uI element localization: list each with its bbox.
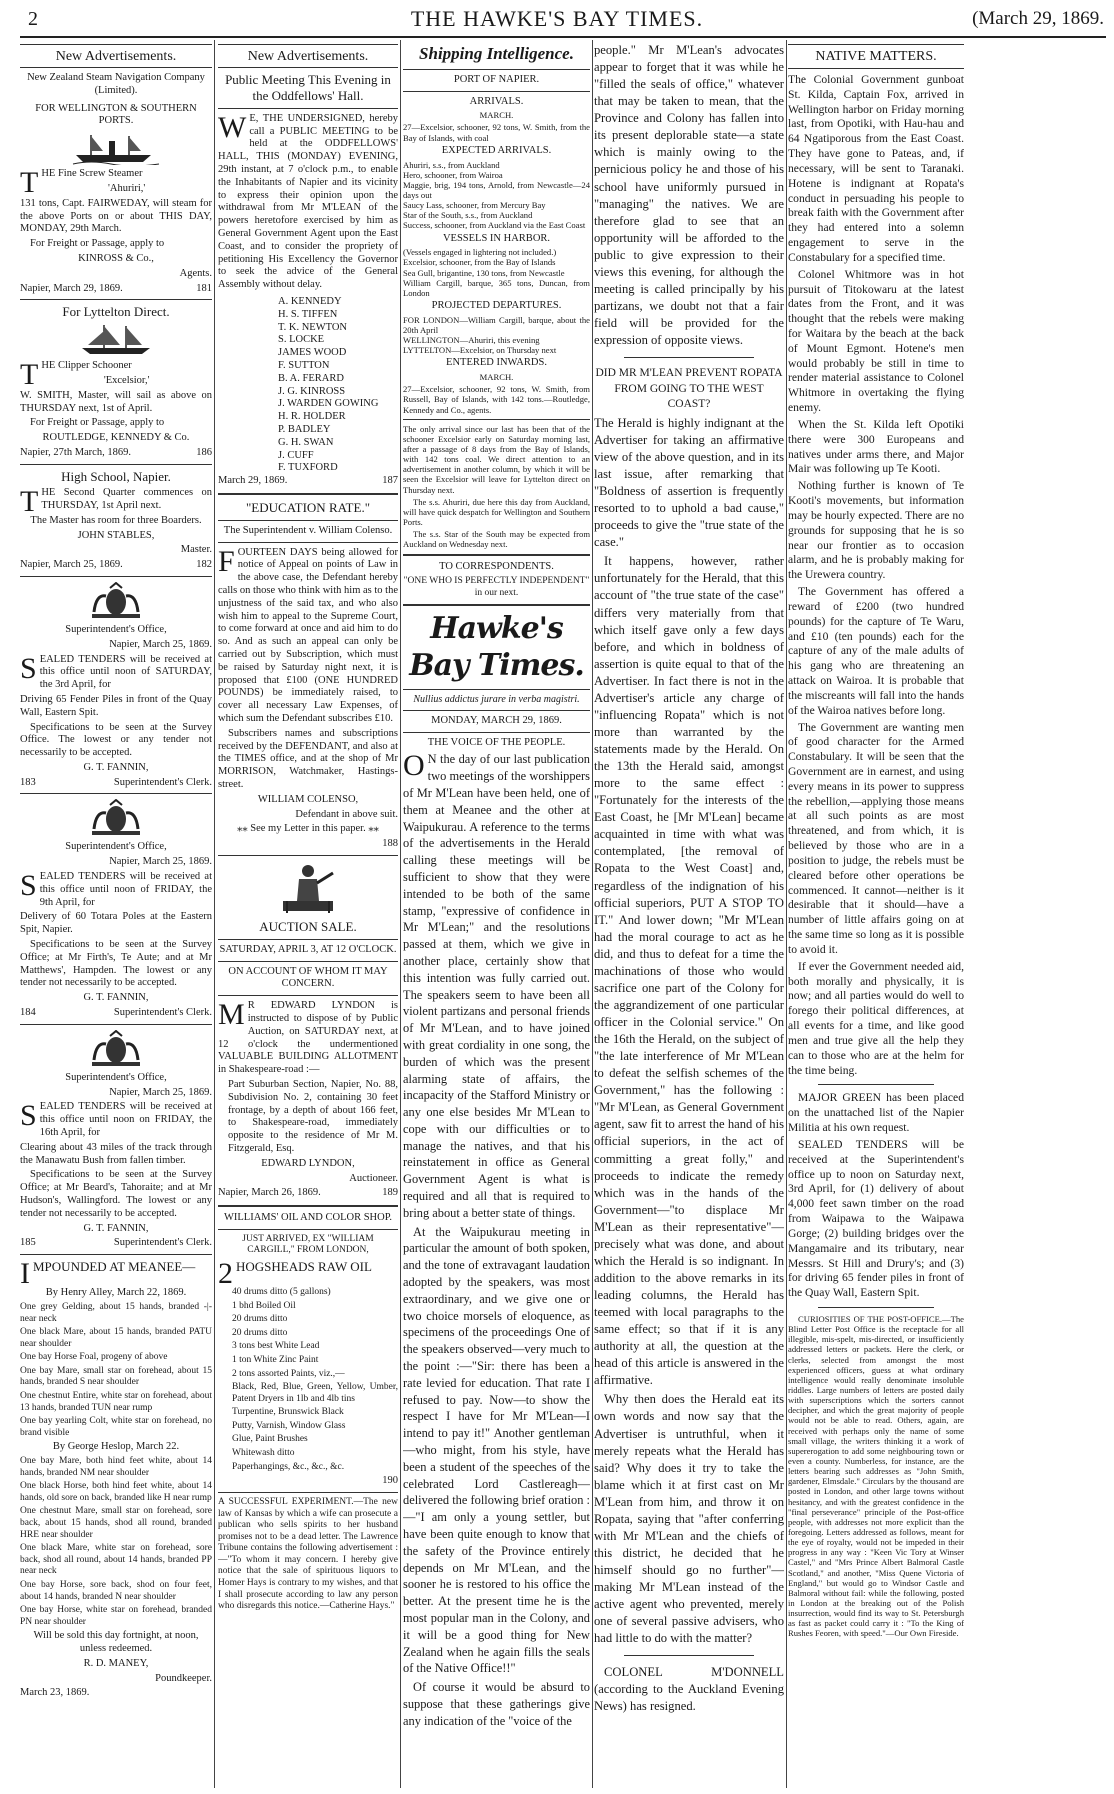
list-item: JAMES WOOD [278, 347, 347, 359]
article-text: Colonel Whitmore was in hot pursuit of Titokowaru at the latest dates from the Front, and it was thought that the rebels were making for Waitara by the beach at the back of Mount Egmont. Hotene's men would probably be still in time to render material assistance to Colonel Whitmore in overtaking the flying enemy. [788, 267, 964, 415]
royal-crest-icon [20, 581, 212, 621]
shipping-entry: (Vessels engaged in lightering not included.) Excelsior, schooner, from the Bay of Islands Sea Gull, brigantine, 130 tons, from Newcastle William Cargill, barque, 365 tons, Duncan, from London [403, 247, 590, 298]
list-item: 2 tons assorted Paints, viz.,— [232, 1368, 345, 1379]
ad-heading: FOR WELLINGTON & SOUTHERN PORTS. [35, 102, 197, 127]
month-label: MARCH. [479, 110, 514, 121]
ad-text: By Henry Alley, March 22, 1869. [45, 1287, 187, 1299]
list-item: P. BADLEY [278, 423, 331, 435]
news-item: CURIOSITIES OF THE POST-OFFICE.—The Blind Letter Post Office is the receptacle for all illegible, mis-spelt, mis-directed, or insufficiently addressed letters or packets. Here the clerk, or clerks, selected from amongst the most experienced officers, guess at what ordinary intelligence would really denominate insoluble riddles. Large numbers of letters are posted daily with superscriptions which the sorters cannot decipher, and which the great majority of people would not be able to read. Others, again, are received with perhaps only the name of some small village, the writers thinking it a work of supererogation to add some neighbouring town or even a county. Numberless, for instance, are the letters bearing such addresses as "John Smith, gardener, Elmsdale." Circulars by the thousand are posted in London, and other large towns without hesitancy, and with the greatest confidence in the "final perseverance" principle of the Post-office people, with addresses not more explicit than the foregoing. Letters addressed as follows, meant for the eye of royalty, would not be impeded in their progress in any way : "Keen Vic Tory at Winser Castel," and "Mrs Prince Albert Balmoral Castle Scotland," and another, "Miss Quene Victoria of England," but would go to Windsor Castle and Balmoral without fail: while the following, posted in London at the breaking out of the Polish insurrection, would find its way to St. Petersburgh as fast as packet could carry it : "To the King of Rushes Feoren, with speed."—Our Own Fireside. [788, 1313, 964, 1639]
ad-subheading: The Superintendent v. William Colenso. [223, 524, 393, 536]
column-divider [786, 40, 787, 1788]
company-name: New Zealand Steam Navigation Company (Limited). [27, 72, 205, 96]
ad-number: 183 [20, 776, 36, 788]
royal-crest-icon [20, 1029, 212, 1069]
ad-text: THE Second Quarter commences on THURSDAY, 1st April next. [20, 484, 212, 518]
ad-text: For Freight or Passage, apply to [30, 238, 165, 250]
ad-number: 184 [20, 1007, 36, 1019]
article-text: The Government are wanting men of good character for the Armed Constabulary. It will be seen that the Government are in earnest, and using every means in its power to suppress the rebellion,—applying those means at all such points as are most threatened, and from which, it is believed by those who are in a position to judge, the rebels must be cleared before other operations be commenced. It cannot—neither is it desirable that it should—have a number of little affairs going on at the same time so long as it is possible to avoid it. [788, 720, 964, 956]
issue-date-line: MONDAY, MARCH 29, 1869. [431, 714, 562, 726]
list-item: Putty, Varnish, Window Glass [232, 1420, 346, 1431]
ad-signature: EDWARD LYNDON, [261, 1157, 355, 1169]
ad-text: M R EDWARD LYNDON is instructed to dispose of by Public Auction, on SATURDAY next, at 12 o'clock the undermentioned VALUABLE BUILDING ALLOTMENT in Shakespeare-road :— [218, 998, 398, 1076]
list-item: 1 bhd Boiled Oil [232, 1300, 296, 1311]
ad-number: 189 [382, 1187, 398, 1199]
ad-number: 185 [20, 1237, 36, 1249]
ad-heading: AUCTION SALE. [259, 918, 357, 934]
ad-number: 187 [382, 475, 398, 487]
signatories-list [218, 296, 398, 475]
article-text: The Government has offered a reward of £200 (two hundred pounds) for the capture of Te Waru, and £10 (ten pounds) each for the capture of any of the male adults of his gang who are threatening an attack on Wairoa. It is probable that the miscreants will fall into the hands of the Wairoa natives before long. [788, 585, 964, 717]
list-item: 3 tons best White Lead [232, 1341, 320, 1352]
ad-text: FOURTEEN DAYS being allowed for notice of Appeal on points of Law in the above case, the Defendant hereby calls on those who think with him as to the unjustness of the said tax, and who also wish him to appeal to the Supreme Court, to come forward at once and aid him to do so. And as such an appeal can only be carried out by Subscription, which must be raised by Saturday night next, it is proposed that £100 (ONE HUNDRED POUNDS) be immediately raised, to cover all necessary Law Expenses, of which sum the Defendant subscribes £10. [218, 544, 398, 724]
ad-text: Clearing about 43 miles of the track through the Manawatu Bush from fallen timber. [20, 1141, 212, 1166]
steamer-icon [20, 130, 212, 166]
list-item: G. H. SWAN [278, 436, 334, 448]
ad-text: By George Heslop, March 22. [52, 1441, 180, 1453]
section-header: Shipping Intelligence. [419, 44, 574, 63]
month-label: MARCH. [479, 372, 514, 383]
subheading: EXPECTED ARRIVALS. [441, 144, 552, 156]
ad-signature: Poundkeeper. [155, 1672, 212, 1684]
ad-text: THE Clipper Schooner [20, 358, 132, 392]
ad-text: For Freight or Passage, apply to [30, 417, 165, 429]
article-text: Why then does the Herald eat its own words and now say that the Advertiser is untruthful, when it merely repeats what the Herald has said? Why does it try to take the blame which it at first cast on Mr M'Lean from him, and throw it on Ropata, saying that "after conferring with Mr M'Lean and the chiefs of this district, he decided that he himself should go no further"—making Mr M'Lean instead of the active agent who prevented, merely one of several passive advisers, who had little to do with the matter? [594, 1392, 784, 1646]
list-item: Whitewash ditto [232, 1447, 295, 1458]
shipping-entry: Ahuriri, s.s., from Auckland Hero, schooner, from Wairoa Maggie, brig, 194 tons, Arnold, from Newcastle—24 days out Saucy Lass, schooner, from Mercury Bay Star of the South, s.s., from Auckland Success, schooner, from Auckland via the East Coast [403, 159, 590, 231]
ad-text: 2 HOGSHEADS RAW OIL [218, 1257, 372, 1291]
list-item: Glue, Paint Brushes [232, 1434, 308, 1445]
port-heading: PORT OF NAPIER. [453, 73, 540, 85]
ad-date: March 29, 1869. [218, 475, 288, 487]
ad-number: 190 [382, 1475, 398, 1487]
ad-signature: JOHN STABLES, [77, 529, 155, 541]
impound-list [20, 1302, 212, 1439]
section-header: New Advertisements. [218, 44, 398, 68]
list-item: Paperhangings, &c., &c., &c. [232, 1461, 345, 1472]
shipping-note: The only arrival since our last has been that of the schooner Excelsior early on Saturday morning last, after a passage of 8 days from the Bay of Islands, with 142 tons coal. We direct attention to an advertisement in another column, by which it will be seen the Excelsior will leave for Lyttelton direct on Thursday next. [403, 423, 590, 495]
ad-text: Delivery of 60 Totara Poles at the Eastern Spit, Napier. [20, 911, 212, 936]
ad-text: THE Fine Screw Steamer [20, 166, 143, 200]
subheading: TO CORRESPONDENTS. [439, 561, 554, 573]
subheading: PROJECTED DEPARTURES. [431, 300, 562, 312]
list-item: T. K. NEWTON [278, 321, 348, 333]
ad-text: ⁎⁎ See my Letter in this paper. ⁎⁎ [237, 823, 379, 835]
ad-signature: WILLIAM COLENSO, [257, 793, 359, 805]
ship-name: 'Ahuriri,' [108, 183, 146, 195]
paper-motto: Nullius addictus jurare in verba magistri. [413, 693, 580, 705]
news-item: MAJOR GREEN has been placed on the unattached list of the Napier Militia at his own request. [788, 1091, 964, 1135]
ad-text: Subscribers names and subscriptions received by the DEFENDANT, and also at the TIMES office, and at the shop of Mr MORRISON, Watchmaker, Hastings-street. [218, 727, 398, 790]
ad-text: W E, THE UNDERSIGNED, hereby call a PUBLIC MEETING to be held at the ODDFELLOWS' HALL, THIS (MONDAY) EVENING, 29th instant, at 7 o'clock p.m., to enable the Inhabitants of Napier and its vicinity to express their opinion upon the withdrawal from Mr M'LEAN of the powers heretofore exercised by him as General Government Agent upon the East Coast, and to consider the propriety of petitioning His Excellency the Governor to seek the advice of the General Assembly without delay. [218, 110, 398, 291]
article-text: O N the day of our last publication two meetings of the worshippers of Mr M'Lean have been held, one of them at Meanee and the other at Waipukurau. A reference to the terms of the advertisements in the Herald calling these meetings will be sufficient to show that they were intended to be both of the same stamp, "expressive of confidence in Mr M'Lean;" and the resolutions passed at them, which we give in another place, certainly show that this intention was fully carried out. The speakers seem to have been all violent partizans and personal friends of Mr M'Lean, and to have joined with great cordiality in one song, the burden of which was the present alarming state of affairs, the incapacity of the Stafford Ministry or any one else besides Mr M'Lean to cope with our difficulties or to manage the natives, and that his reinstatement in office as General Government Agent is what is required and all that is required to bring about a better state of things. [403, 749, 590, 1220]
list-item: 1 ton White Zinc Paint [232, 1354, 319, 1365]
list-item: 20 drums ditto [232, 1327, 288, 1338]
column-divider [400, 40, 401, 1788]
list-item: One black Horse, both hind feet white, about 14 hands, old sore on back, branded like H near rump [20, 1481, 212, 1503]
ad-number: 186 [196, 447, 212, 459]
ad-signature: Superintendent's Clerk. [113, 1237, 212, 1249]
list-item: One bay Horse, white star on forehead, branded PN near shoulder [20, 1605, 212, 1627]
news-item: SEALED TENDERS will be received at the Superintendent's office up to noon on Saturday next, 3rd April, for (1) delivery of about 4,000 feet sawn timber on the road from Waipawa to the Waipawa Gorge; (2) building bridges over the Mangamaire and its tributary, near Messrs. St Hill and Drury's; and (3) for driving 65 fender piles in front of the Quay Wall, Eastern Spit. [788, 1137, 964, 1300]
correspondents-note: "ONE WHO IS PERFECTLY INDEPENDENT" in our next. [403, 576, 590, 598]
ad-heading: Public Meeting This Evening in the Oddfellows' Hall. [225, 72, 391, 103]
ad-heading: "EDUCATION RATE." [246, 499, 370, 515]
ad-text: 131 tons, Capt. FAIRWEDAY, will steam for the above Ports on or about THIS DAY, MONDAY, 29th March. [20, 197, 212, 235]
column-2 [218, 42, 398, 1788]
article-title: DID MR M'LEAN PREVENT ROPATA FROM GOING TO THE WEST COAST? [595, 367, 783, 411]
ad-number: 182 [196, 559, 212, 571]
column-5 [788, 42, 964, 1788]
list-item: One bay Mare, both hind feet white, about 14 hands, branded NM near shoulder [20, 1456, 212, 1478]
shipping-note: The s.s. Ahuriri, due here this day from Auckland, will have quick despatch for Wellington and Southern Ports. [403, 496, 590, 528]
shipping-entry: FOR LONDON—William Cargill, barque, about the 20th April WELLINGTON—Ahuriri, this evening LYTTELTON—Excelsior, on Thursday next [403, 314, 590, 356]
list-item: One bay Horse, sore back, shod on four feet, about 14 hands, branded N near shoulder [20, 1579, 212, 1602]
ad-text: JUST ARRIVED, EX "WILLIAM CARGILL," FROM LONDON, [242, 1233, 374, 1256]
ad-heading: WILLIAMS' OIL AND COLOR SHOP. [223, 1212, 393, 1224]
section-header: New Advertisements. [20, 44, 212, 68]
ad-heading: IMPOUNDED AT MEANEE— [20, 1257, 196, 1291]
article-text: When the St. Kilda left Opotiki there were 300 Europeans and natives under arms there, and Major Mair was following up Te Kooti. [788, 417, 964, 476]
ad-text: ON ACCOUNT OF WHOM IT MAY CONCERN. [228, 965, 388, 990]
ad-text: Superintendent's Office, [65, 623, 167, 635]
article-title: THE VOICE OF THE PEOPLE. [427, 736, 566, 748]
masthead [0, 0, 1114, 36]
list-item: J. CUFF [278, 449, 314, 461]
auctioneer-icon [218, 860, 398, 916]
impound-list [20, 1456, 212, 1628]
list-item: One bay yearling Colt, white star on forehead, no brand visible [20, 1416, 212, 1438]
column-divider [214, 40, 215, 1788]
ad-text: SEALED TENDERS will be received at this office until noon on FRIDAY, the 16th April, for [20, 1099, 212, 1139]
ship-name: 'Excelsior,' [103, 375, 150, 387]
ad-signature: KINROSS & Co., [78, 253, 154, 265]
ad-signature: Auctioneer. [349, 1172, 398, 1184]
article-text: At the Waipukurau meeting in particular the amount of both spoken, and the tone of extravagant laudation adopted by the speakers, was most extraordinary, and we give one or two choice morsels of eloquence, as specimens of the proceedings One of the speakers observed—very much to the point :—"Sir: there has been a rate levied for education. That rate I refused to pay. Now—to show the respect I have for Mr M'Lean—I intend to pay it!" Another gentleman—who might, from his style, have been a student of the speeches of the celebrated Lord Castlereagh—delivered the following brief oration :—"I am only a young settler, but have been quite enough to know that the safety of the Province entirely depends on Mr M'Lean, and the sooner he is restored to his office the better. At the present time he is the most popular man in the Colony, and it will be a good thing for New Zealand when he again fills the seals of the Native Office!!" [403, 1224, 590, 1676]
subheading: ARRIVALS. [469, 95, 524, 107]
ad-text: Driving 65 Fender Piles in front of the Quay Wall, Eastern Spit. [20, 693, 212, 718]
ad-text: SEALED TENDERS will be received at this office until noon of SATURDAY, the 3rd April, for [20, 651, 212, 691]
ad-signature: Superintendent's Clerk. [113, 776, 212, 788]
section-header: NATIVE MATTERS. [788, 44, 964, 69]
page-number: 2 [28, 8, 38, 30]
list-item: One black Mare, white star on forehead, sore back, shod all round, about 14 hands, branded PP near neck [20, 1543, 212, 1577]
paper-nameplate: Hawke's Bay Times. [409, 611, 584, 683]
article-text: It happens, however, rather unfortunately for the Herald, that this account of "the true state of the case" differs very materially from that which itself gave only a few days before, and which in boldness of assertion is quite equal to that of the Advertiser. In fact there is not in the Advertiser's article any charge of "influencing Ropata" which is not more than warranted by the statements made by the Herald. On the 13th the Herald said, amongst more to the same effect : "Fortunately for the interests of the East Coast, he [Mr M'Lean] became acquainted in time with what was contemplated, [the removal of Ropata to the West Coast] and, regardless of the indignation of his official superiors, PUT A STOP TO IT." And lower down; "Mr M'Lean had the moral courage to act as he did, and thus to defeat for a time the machinations of those who would sacrifice one part of the Colony for the aggrandizement of one particular officer in the Colonial service." On the 16th the Herald, on the subject of "the late interference of Mr M'Lean to defeat the selfish schemes of the Government," has the following : "Mr M'Lean, as General Government agent, saw fit to arrest the hand of his official superiors, in the act of committing a great folly," and proceeds to indicate the remedy which was in the hands of the Government—"to displace Mr M'Lean as their representative"—precisely what was done, and about which the Herald is so indignant. In addition to the above remarks in its leading columns, the Herald has teemed with local paragraphs to the same effect; so that if it is any authority at all, the question at the head of this article is answered in the affirmative. [594, 554, 784, 1388]
column-3 [403, 42, 590, 1788]
ad-date: Napier, March 29, 1869. [20, 282, 123, 294]
list-item: F. SUTTON [278, 359, 330, 371]
column-divider [592, 40, 593, 1788]
ad-date: Napier, March 25, 1869. [109, 1086, 212, 1098]
list-item: 20 drums ditto [232, 1314, 288, 1325]
stock-list [218, 1287, 398, 1473]
royal-crest-icon [20, 798, 212, 838]
ad-signature: Defendant in above suit. [295, 808, 398, 820]
list-item: One grey Gelding, about 15 hands, branded -|- near neck [20, 1302, 212, 1324]
article-text: The Herald is highly indignant at the Advertiser for taking an affirmative view of the above question, and in its last issue, after remarking that "Boldness of assertion is frequently resorted to to uphold a bad cause," proceeds to give the "true state of the case." [594, 415, 784, 550]
ad-date: March 23, 1869. [20, 1687, 90, 1699]
list-item: F. TUXFORD [278, 462, 338, 474]
news-item: COLONEL M'DONNELL (according to the Auckland Evening News) has resigned. [594, 1665, 784, 1714]
ad-signature: R. D. MANEY, [83, 1657, 149, 1669]
list-item: S. LOCKE [278, 334, 325, 346]
masthead-rule [20, 36, 1106, 38]
ad-text: Will be sold this day fortnight, at noon, unless redeemed. [33, 1630, 199, 1655]
list-item: One chestnut Mare, small star on forehead, sore back, about 15 hands, shod all round, branded HRE near shoulder [20, 1506, 212, 1540]
shipping-note: The s.s. Star of the South may be expected from Auckland on Wednesday next. [403, 529, 590, 550]
ad-text: W. SMITH, Master, will sail as above on THURSDAY next, 1st of April. [20, 389, 212, 414]
list-item: H. S. TIFFEN [278, 308, 338, 320]
article-text: If ever the Government needed aid, both morally and physically, it is now; and all parties would do well to forego their political differences, at all events for a time, and like good men and true give all the help they can to those who are at the helm for the time being. [788, 959, 964, 1077]
ad-signature: Agents. [179, 267, 212, 279]
ad-heading: For Lyttelton Direct. [62, 304, 170, 320]
ad-text: Part Suburban Section, Napier, No. 88, Subdivision No. 2, containing 30 feet frontage, by a depth of about 166 feet, to Shakespeare-road, immediately opposite to the residence of Mr M. Fitzgerald, Esq. [228, 1078, 398, 1154]
issue-date: (March 29, 1869. [972, 8, 1104, 29]
ad-signature: Master. [180, 544, 212, 556]
ad-text: The Master has room for three Boarders. [30, 514, 202, 526]
list-item: One bay Mare, small star on forehead, about 15 hands, branded S near shoulder [20, 1365, 212, 1388]
list-item: One black Mare, about 15 hands, branded PATU near shoulder [20, 1327, 212, 1349]
ad-date: Napier, March 25, 1869. [109, 638, 212, 650]
list-item: Turpentine, Brunswick Black [232, 1407, 344, 1418]
ad-date: Napier, March 25, 1869. [20, 559, 123, 571]
ad-text: Specifications to be seen at the Survey Office. The lowest or any tender not necessarily to be accepted. [20, 721, 212, 759]
list-item: One chestnut Entire, white star on forehead, about 13 hands, branded TUN near rump [20, 1391, 212, 1413]
list-item: J. WARDEN GOWING [278, 398, 379, 410]
ad-date: Napier, 27th March, 1869. [20, 447, 131, 459]
ad-text: Specifications to be seen at the Survey Office; at Mr Beard's, Tahoraite; and at Mr Hudson's, Wallingford. The lowest or any tender not necessarily to be accepted. [20, 1169, 212, 1219]
ad-text: SATURDAY, APRIL 3, AT 12 O'CLOCK. [219, 943, 397, 955]
shipping-entry: 27—Excelsior, schooner, 92 tons, W. Smith, from the Bay of Islands, with coal [403, 122, 590, 143]
shipping-entry: 27—Excelsior, schooner, 92 tons, W. Smith, from Russell, Bay of Islands, with 142 tons.—Routledge, Kennedy and Co., agents. [403, 384, 590, 415]
schooner-icon [20, 322, 212, 358]
list-item: J. G. KINROSS [278, 385, 346, 397]
subheading: VESSELS IN HARBOR. [442, 232, 551, 244]
ad-signature: G. T. FANNIN, [83, 761, 149, 773]
list-item: One bay Horse Foal, progeny of above [20, 1352, 168, 1363]
column-4 [594, 42, 784, 1788]
article-text: Nothing further is known of Te Kooti's movements, but information may be hourly expected. There are no grounds for supposing that he is so near our frontier as to occasion alarm, and he is probably making for the Urewera country. [788, 479, 964, 582]
ad-date: Napier, March 26, 1869. [218, 1187, 321, 1199]
ad-signature: G. T. FANNIN, [83, 992, 149, 1004]
newspaper-title: THE HAWKE'S BAY TIMES. [410, 6, 704, 31]
list-item: 40 drums ditto (5 gallons) [232, 1287, 331, 1298]
news-item: A SUCCESSFUL EXPERIMENT.—The new law of Kansas by which a wife can prosecute a publican who sells spirits to her husband promises not to be a dead letter. The Lawrence Tribune contains the following advertisement :—"To whom it may concern. I hereby give notice that the sale of spirituous liquors to Homer Hays is contrary to my wishes, and that I shall prosecute according to law any person who disregards this notice.—Catherine Hays." [218, 1496, 398, 1612]
ad-text: Superintendent's Office, [65, 1071, 167, 1083]
ad-number: 188 [382, 838, 398, 850]
article-text: The Colonial Government gunboat St. Kilda, Captain Fox, arrived in Wellington harbor on Friday morning last, from Opotiki, with Hau-hau and 64 Ngatiporous from the East Coast. They have gone to Pateas, and, if necessary, will be sent to Taranaki. Hotene is indignant at Ropata's conduct in persuading his people to break faith with the Government after they had entered into a solemn engagement to serve in the Constabulary for a specified time. [788, 72, 964, 264]
list-item: B. A. FERARD [278, 372, 344, 384]
column-1 [20, 42, 212, 1788]
ad-text: Specifications to be seen at the Survey Office; at Mr Firth's, Te Aute; and at Mr Matthews', Hampden. The lowest or any tender not necessarily to be accepted. [20, 939, 212, 989]
article-text: people." Mr M'Lean's advocates appear to forget that it was while he "filled the seals of office," whatever that may be taken to mean, that the Province and Colony has fallen into its present deplorable state—a state which is mainly owing to the pernicious policy he and those of his school have uniformly pursued in "managing" the natives. We are therefore glad to see that an opportunity will be afforded to the public to give expression to their views this evening, for although the meeting is called principally by his partizans, we doubt not that a fair field will be provided for the expression of opposite views. [594, 43, 784, 348]
ad-signature: Superintendent's Clerk. [113, 1007, 212, 1019]
article-text: Of course it would be absurd to suppose that these gatherings give any indication of the "voice of the [403, 1680, 590, 1728]
ad-signature: G. T. FANNIN, [83, 1222, 149, 1234]
ad-text: SEALED TENDERS will be received at this office until noon of FRIDAY, the 9th April, for [20, 869, 212, 908]
ad-signature: ROUTLEDGE, KENNEDY & Co. [42, 432, 190, 444]
subheading: ENTERED INWARDS. [446, 357, 547, 369]
list-item: A. KENNEDY [278, 295, 342, 307]
ad-number: 181 [196, 282, 212, 294]
ad-text: Superintendent's Office, [65, 841, 167, 853]
ad-heading: High School, Napier. [61, 468, 171, 484]
list-item: Black, Red, Blue, Green, Yellow, Umber, Patent Dryers in 1lb and 4lb tins [232, 1382, 398, 1404]
ad-date: Napier, March 25, 1869. [109, 856, 212, 868]
list-item: H. R. HOLDER [278, 411, 346, 423]
